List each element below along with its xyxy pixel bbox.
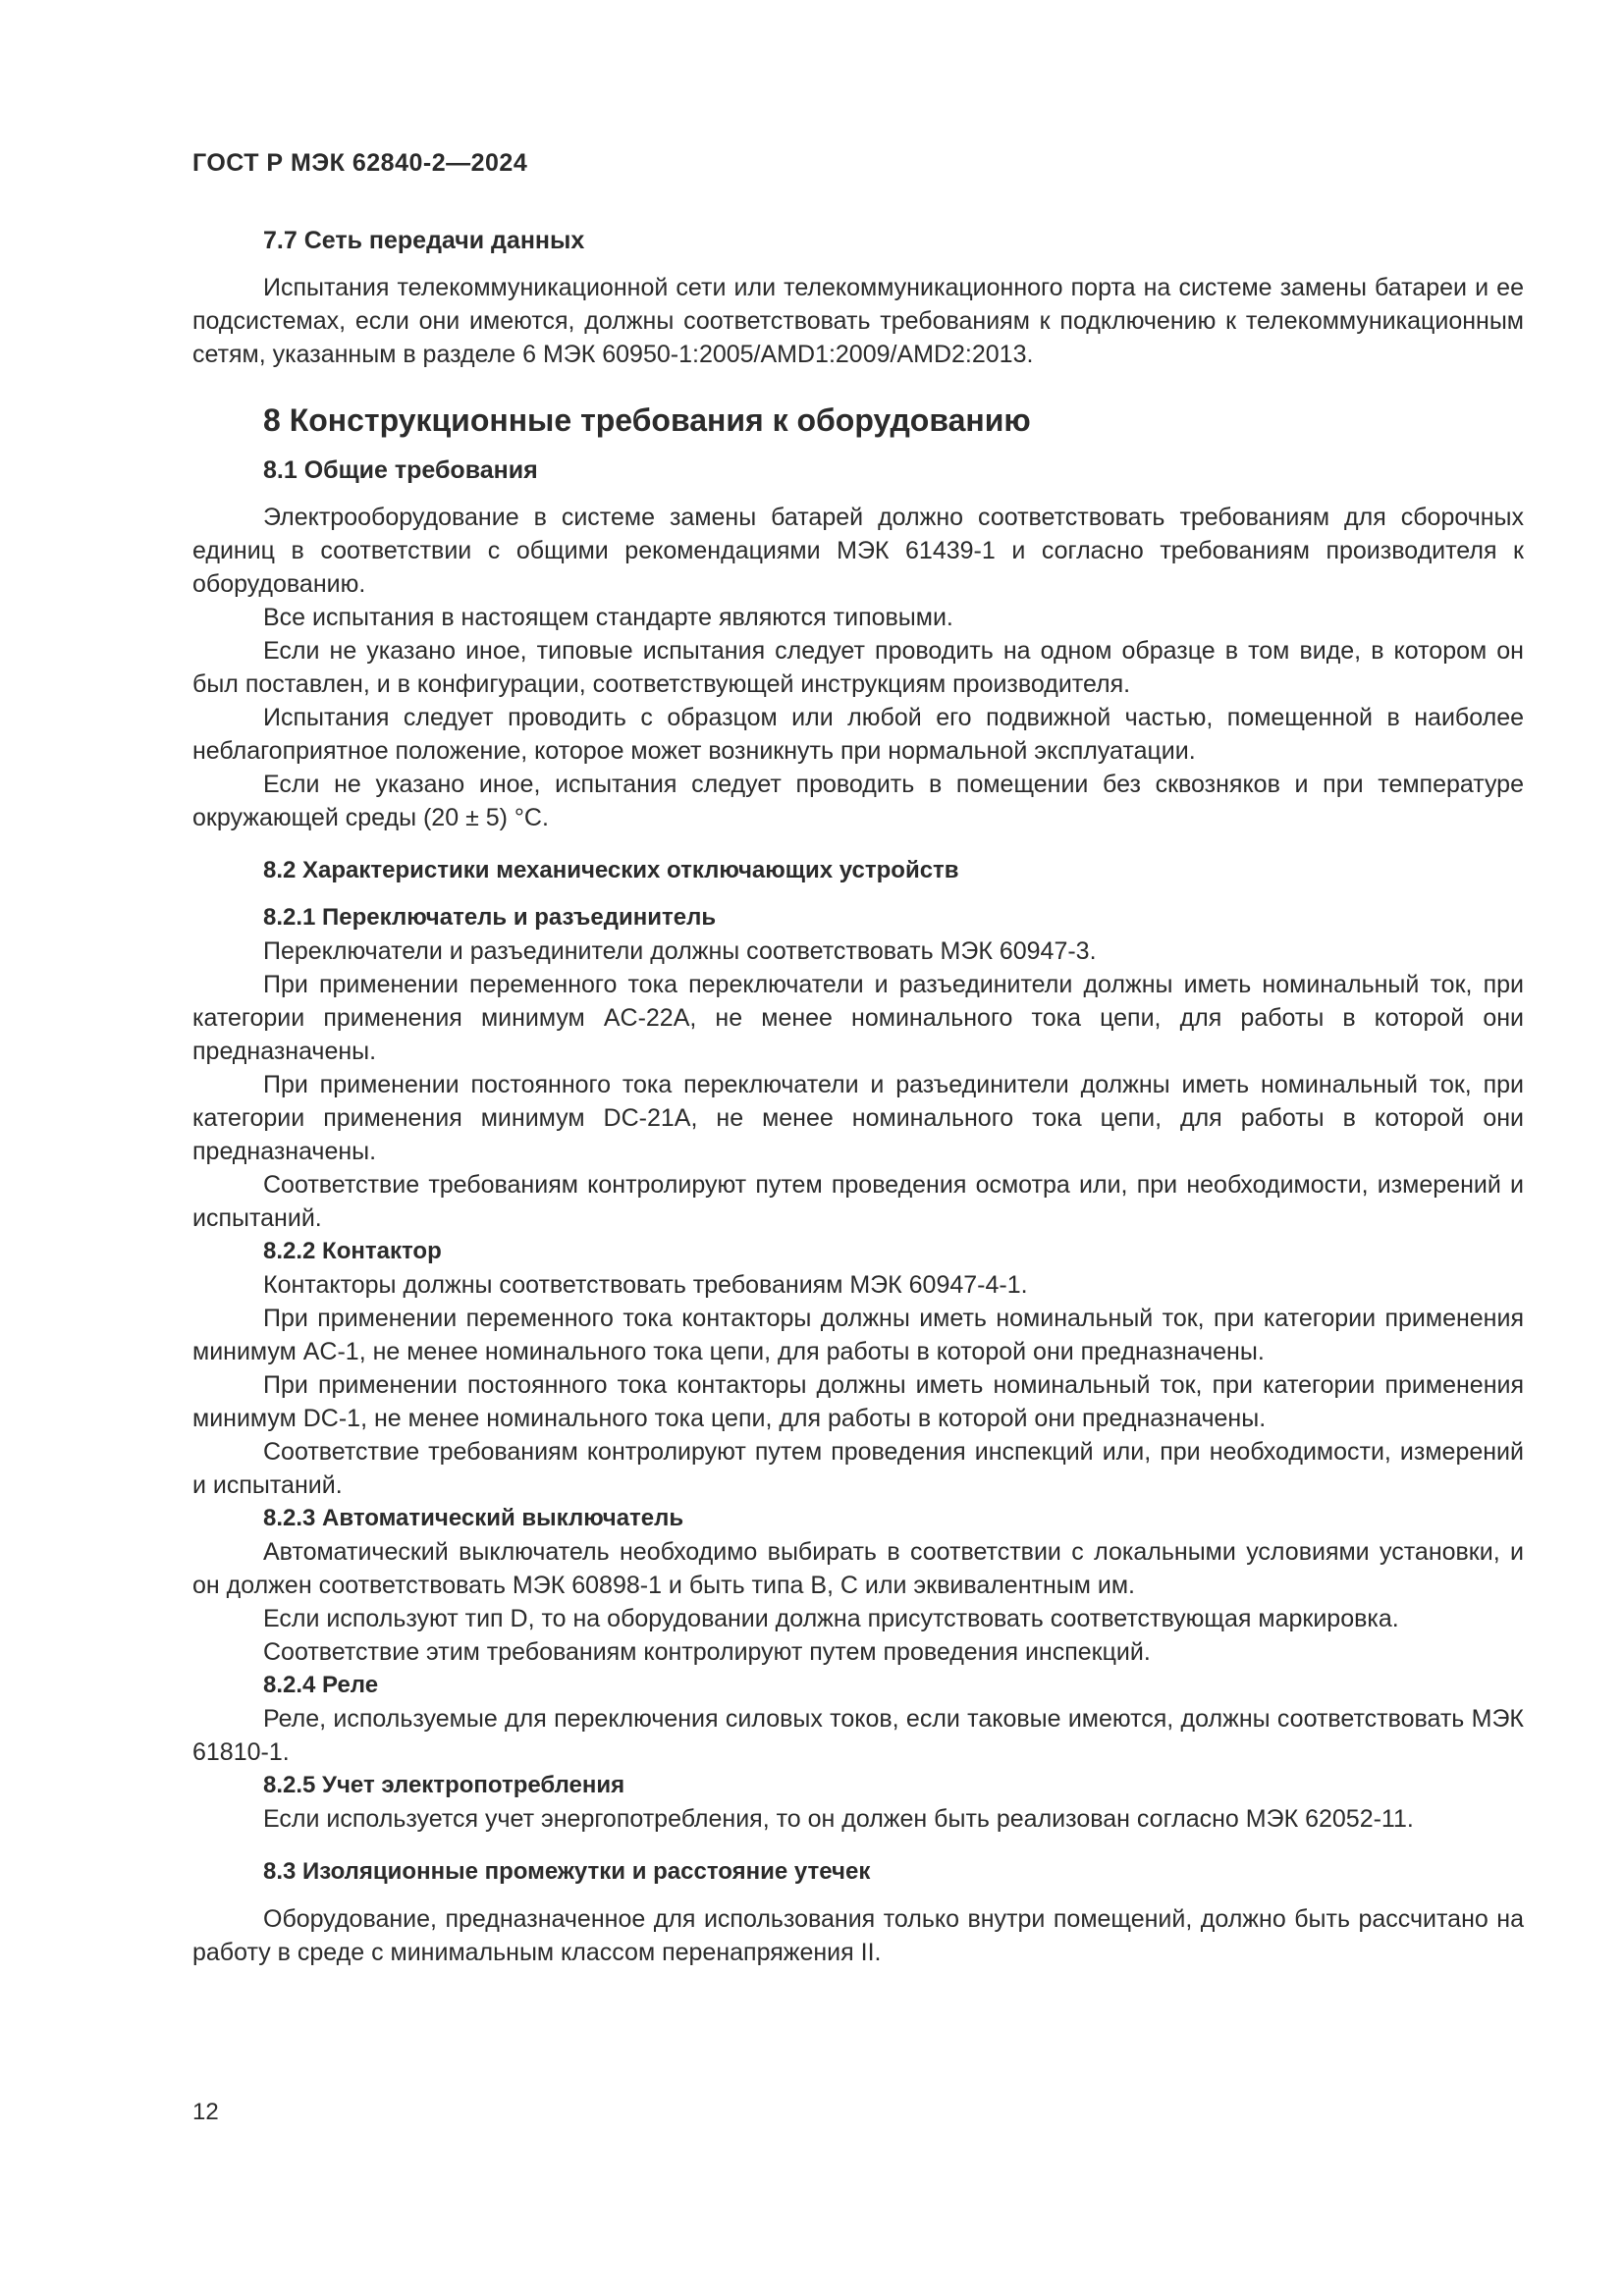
paragraph: Оборудование, предназначенное для использования только внутри помещений, должно быть рассчитано на работу в среде с минимальным классом перенапряжения II. [192, 1905, 1524, 1966]
section-8-2-title: 8.2 Характеристики механических отключающих устройств [263, 857, 959, 883]
paragraph: Если не указано иное, испытания следует проводить в помещении без сквозняков и при температуре окружающей среды (20 ± 5) °С. [192, 771, 1524, 831]
document-header: ГОСТ Р МЭК 62840-2—2024 [192, 149, 528, 177]
section-8-2-5-title: 8.2.5 Учет электропотребления [263, 1772, 625, 1798]
document-body [192, 224, 1524, 1969]
paragraph: При применении переменного тока переключатели и разъединители должны иметь номинальный ток, при категории применения минимум AC-22A, не менее номинального тока цепи, для работы в которой они предназначены. [192, 971, 1524, 1065]
paragraph: При применении постоянного тока контакторы должны иметь номинальный ток, при категории применения минимум DC-1, не менее номинального тока цепи, для работы в которой они предназначены. [192, 1371, 1524, 1432]
paragraph: При применении переменного тока контакторы должны иметь номинальный ток, при категории применения минимум AC-1, не менее номинального тока цепи, для работы в которой они предназначены. [192, 1305, 1524, 1365]
section-8-2-2-title: 8.2.2 Контактор [263, 1238, 442, 1264]
paragraph: Испытания следует проводить с образцом или любой его подвижной частью, помещенной в наиболее неблагоприятное положение, которое может возникнуть при нормальной эксплуатации. [192, 704, 1524, 765]
section-7-7-title: 7.7 Сеть передачи данных [263, 227, 585, 254]
paragraph: Переключатели и разъединители должны соответствовать МЭК 60947-3. [263, 937, 1097, 965]
paragraph: Контакторы должны соответствовать требованиям МЭК 60947-4-1. [263, 1271, 1028, 1299]
paragraph: Все испытания в настоящем стандарте являются типовыми. [263, 604, 953, 631]
paragraph: При применении постоянного тока переключатели и разъединители должны иметь номинальный ток, при категории применения минимум DC-21A, не менее номинального тока цепи, для работы в которой они предназначены. [192, 1071, 1524, 1165]
paragraph: Соответствие требованиям контролируют путем проведения осмотра или, при необходимости, измерений и испытаний. [192, 1171, 1524, 1232]
section-8-2-4-title: 8.2.4 Реле [263, 1672, 379, 1698]
paragraph: Реле, используемые для переключения силовых токов, если таковые имеются, должны соответствовать МЭК 61810-1. [192, 1705, 1524, 1766]
section-8-3-title: 8.3 Изоляционные промежутки и расстояние утечек [263, 1858, 871, 1885]
section-8-1-title: 8.1 Общие требования [263, 456, 538, 484]
paragraph: Электрооборудование в системе замены батарей должно соответствовать требованиям для сборочных единиц в соответствии с общими рекомендациями МЭК 61439-1 и согласно требованиям производителя к оборудованию. [192, 504, 1524, 598]
paragraph: Если используется учет энергопотребления, то он должен быть реализован согласно МЭК 62052-11. [263, 1805, 1414, 1833]
paragraph: Если используют тип D, то на оборудовании должна присутствовать соответствующая маркировка. [263, 1605, 1399, 1632]
section-8-2-1-title: 8.2.1 Переключатель и разъединитель [263, 904, 717, 931]
paragraph: Автоматический выключатель необходимо выбирать в соответствии с локальными условиями установки, и он должен соответствовать МЭК 60898-1 и быть типа B, C или эквивалентным им. [192, 1538, 1524, 1599]
paragraph: Соответствие требованиям контролируют путем проведения инспекций или, при необходимости, измерений и испытаний. [192, 1438, 1524, 1499]
paragraph: Если не указано иное, типовые испытания следует проводить на одном образце в том виде, в котором он был поставлен, и в конфигурации, соответствующей инструкциям производителя. [192, 637, 1524, 698]
paragraph: Соответствие этим требованиям контролируют путем проведения инспекций. [263, 1638, 1151, 1666]
section-8-2-3-title: 8.2.3 Автоматический выключатель [263, 1505, 684, 1531]
section-8-title: 8 Конструкционные требования к оборудованию [263, 402, 1031, 438]
paragraph: Испытания телекоммуникационной сети или телекоммуникационного порта на системе замены батареи и ее подсистемах, если они имеются, должны соответствовать требованиям к подключению к телекоммуникационным сетям, указанным в разделе 6 МЭК 60950-1:2005/AMD1:2009/AMD2:2013. [192, 274, 1524, 368]
page-number: 12 [192, 2099, 219, 2125]
